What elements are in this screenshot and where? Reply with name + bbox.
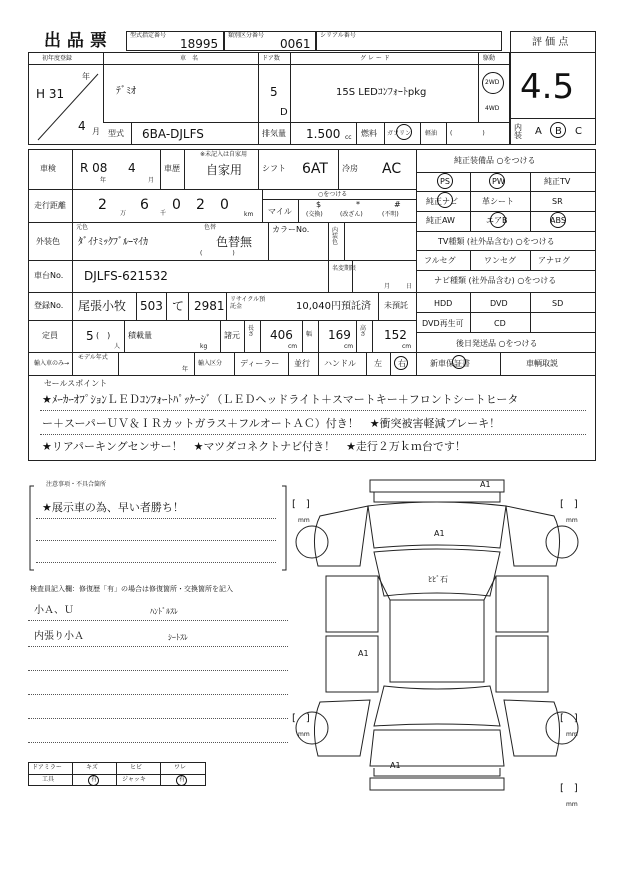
notes-line-1: ★展示車の為、早い者勝ち！ [42, 501, 184, 514]
navi-title: ナビ種類 (社外品含む) ○をつける [434, 276, 557, 285]
drive-4wd: 4WD [485, 105, 500, 112]
drive-2wd: 2WD [485, 79, 500, 86]
sales-label: セールスポイント [44, 379, 108, 388]
check-tools-value: 有 [91, 776, 98, 783]
equip-abs-circle [550, 212, 566, 228]
load-unit: kg [200, 343, 208, 350]
tv-oneseg: ワンセグ [484, 256, 516, 265]
star-sub: (改ざん) [340, 211, 363, 218]
capacity-value: 5 [86, 329, 94, 343]
ac-label: 冷房 [342, 164, 358, 173]
sales-line-3: ★リアパーキングセンサー！ ★マツダコネクトナビ付き！ ★走行２万ｋｍ台です！ [42, 440, 466, 453]
notes-bracket [28, 481, 288, 574]
inspector-item-2a: 内張り小Ａ [34, 631, 84, 642]
width-value: 169 [328, 328, 351, 342]
load-label: 積載量 [128, 331, 152, 340]
recycle-label: リサイクル預託金 [230, 296, 266, 311]
model-year-unit: 年 [182, 366, 189, 373]
fuel-label: 燃料 [361, 129, 377, 138]
tire-bracket-spare: [ ] [560, 783, 578, 794]
first-reg-era: H 31 [36, 87, 65, 101]
displacement-unit: cc [345, 134, 352, 141]
interior-color-label: 内装色 [332, 227, 339, 246]
dollar-sub: (交換) [306, 211, 323, 218]
inspection-month: 4 [128, 161, 136, 175]
inspector-item-2b: ｼｰﾄｽﾚ [168, 633, 188, 642]
inspection-value: R 08 [80, 161, 108, 175]
width-label: 幅 [306, 331, 313, 338]
tire-mm-rl: mm [298, 731, 310, 738]
inspection-month-unit: 月 [148, 177, 155, 184]
length-unit: cm [288, 343, 298, 350]
check-tools-label: 工具 [42, 776, 55, 783]
check-jack-value: 有 [179, 776, 186, 783]
history-label: 車歴 [164, 164, 180, 173]
capacity-label: 定員 [42, 331, 58, 340]
serial-no-label: シリアル番号 [320, 32, 356, 39]
doors-label: ドア数 [262, 55, 280, 62]
import-parallel: 並行 [294, 359, 310, 368]
capacity-paren: ( ) [96, 331, 111, 340]
handle-left: 左 [374, 359, 382, 368]
navi-dvd-play: DVD再生可 [422, 319, 464, 328]
equip-tv: 純正TV [544, 177, 571, 186]
length-label: 長さ [248, 325, 255, 338]
check-jack-circle [176, 775, 187, 786]
handle-label: ハンドル [324, 359, 356, 368]
history-value: 自家用 [206, 163, 243, 177]
car-name-label: 車 名 [180, 55, 199, 62]
height-unit: cm [402, 343, 412, 350]
damage-mark-bumper: A1 [480, 480, 491, 489]
attach-note: ○をつける [318, 191, 348, 198]
damage-mark-side: A1 [358, 649, 369, 658]
damage-mark-rear: A1 [390, 761, 401, 770]
inspector-label: 検査員記入欄：修復歴「有」の場合は修復箇所・交換箇所を記入 [30, 585, 233, 593]
tv-fullseg: フルセグ [424, 256, 456, 265]
handle-right-circle [394, 356, 408, 370]
tire-mm-fr: mm [566, 517, 578, 524]
grade-label: グ レ ー ド [360, 55, 390, 62]
mileage-digit-1: 2 [98, 197, 107, 213]
rating-label: 評 価 点 [532, 37, 569, 48]
later-warranty-circle [452, 355, 466, 369]
inspector-item-1a: 小Ａ、Ｕ [34, 605, 74, 616]
equip-ps-circle [437, 173, 453, 189]
title-expiry-month: 月 [384, 283, 391, 290]
inspection-label: 車検 [40, 164, 56, 173]
interior-b-circle [550, 122, 566, 138]
inspection-year-unit: 年 [100, 177, 107, 184]
star-mark: * [356, 200, 360, 209]
displacement-value: 1.500 [306, 127, 341, 141]
color-change-value: 色替無 [216, 235, 253, 249]
check-header-scratch: キズ [86, 764, 98, 771]
fuel-gasoline-circle [396, 124, 412, 140]
import-type-label: 輸入区分 [198, 360, 223, 367]
import-dealer: ディーラー [240, 359, 280, 368]
later-manual: 車輌取説 [526, 359, 558, 368]
recycle-status: 未預託 [384, 301, 408, 310]
interior-b: B [555, 126, 562, 137]
interior-a: A [535, 126, 542, 137]
tire-mm-spare: mm [566, 801, 578, 808]
equip-abs: ABS [550, 216, 566, 225]
mileage-km: km [244, 211, 254, 218]
shift-value: 6AT [302, 161, 328, 177]
capacity-unit: 人 [114, 343, 121, 350]
model-year-label: モデル年式 [78, 354, 108, 361]
inspector-item-1b: ﾊﾝﾄﾞﾙｽﾚ [150, 607, 178, 616]
later-title: 後日発送品 ○をつける [456, 339, 538, 348]
cert-no-label: 型式指定番号 [130, 32, 167, 39]
reg-area: 尾張小牧 [78, 299, 127, 313]
height-label: 高さ [360, 325, 367, 338]
damage-mark-hood: A1 [434, 529, 445, 538]
cert-no-value: 18995 [180, 37, 219, 51]
equip-ps: PS [440, 177, 450, 186]
displacement-label: 排気量 [262, 129, 286, 138]
first-reg-month: 4 [78, 119, 86, 133]
tire-bracket-rl: [ ] [292, 713, 310, 724]
class-no-label: 類別区分番号 [228, 32, 265, 39]
color-no-label: カラーNo. [272, 225, 310, 234]
class-no-value: 0061 [280, 37, 311, 51]
check-jack-label: ジャッキ [122, 776, 146, 783]
color-label: 外装色 [36, 237, 60, 246]
equip-sr: SR [552, 197, 563, 206]
reg-class: 503 [140, 299, 163, 313]
equipment-title: 純正装備品 ○をつける [454, 156, 536, 165]
handle-right: 右 [398, 359, 406, 368]
fuel-gasoline: ガソリン [387, 130, 412, 137]
dollar-mark: $ [316, 200, 322, 209]
first-reg-label: 初年度登録 [42, 55, 73, 62]
check-header-crack: ヒビ [130, 764, 143, 771]
fuel-other: ( ) [450, 130, 485, 137]
reg-number: 2981 [194, 299, 225, 313]
sales-line-2: ー＋スーパーＵＶ＆ＩＲカットガラス＋フルオートＡＣ）付き！ ★衝突被害軽減ブレーキ！ [42, 417, 501, 430]
ac-value: AC [382, 161, 402, 177]
tv-title: TV種類 (社外品含む) ○をつける [438, 237, 555, 246]
rating-value: 4.5 [520, 67, 575, 107]
car-name-value: ﾃﾞﾐｵ [116, 86, 136, 97]
equip-aw: 純正AW [426, 216, 455, 225]
check-header-mirror: ドアミラー [32, 764, 62, 771]
tire-bracket-rr: [ ] [560, 713, 578, 724]
length-value: 406 [270, 328, 293, 342]
original-color-label: 元色 [76, 224, 89, 231]
color-change-label: 色替 [204, 224, 217, 231]
navi-sd: SD [552, 299, 564, 308]
check-tools-circle [88, 775, 99, 786]
chassis-value: DJLFS-621532 [84, 269, 168, 283]
tire-mm-rr: mm [566, 731, 578, 738]
damage-mark-windshield: ﾋﾋﾞ石 [428, 575, 448, 584]
mileage-label: 走行距離 [34, 201, 66, 210]
mileage-digit-5: 0 [220, 197, 229, 213]
navi-cd: CD [494, 319, 506, 328]
form-title: 出 品 票 [44, 31, 107, 51]
later-warranty: 新車保証書 [430, 359, 470, 368]
width-unit: cm [344, 343, 354, 350]
navi-hdd: HDD [434, 299, 453, 308]
tire-bracket-fr: [ ] [560, 499, 578, 510]
check-header-break: ワレ [174, 764, 187, 771]
notes-label: 注意事項・不具合箇所 [46, 481, 107, 488]
tv-analog: アナログ [538, 256, 570, 265]
tire-mm-fl: mm [298, 517, 310, 524]
mileage-man: 万 [120, 210, 127, 217]
mileage-digit-3: 0 [172, 197, 181, 213]
hash-mark: # [394, 200, 401, 209]
door-type-value: D [280, 107, 288, 118]
equip-navi-circle [437, 192, 453, 208]
mileage-digit-2: 6 [140, 197, 149, 213]
height-value: 152 [384, 328, 407, 342]
mile-label: マイル [268, 207, 292, 216]
equip-navi: 純正ナビ [426, 197, 458, 206]
equip-airbag-circle [490, 212, 506, 228]
drive-label: 駆動 [483, 55, 496, 62]
equip-leather: 革シート [482, 197, 514, 206]
model-label: 型式 [108, 129, 124, 138]
model-value: 6BA-DJLFS [142, 127, 204, 141]
dims-label: 諸元 [224, 331, 240, 340]
import-label: 輸入車のみ→ [34, 360, 70, 367]
interior-c: C [575, 126, 582, 137]
history-note: ※未記入は自家用 [200, 151, 248, 158]
interior-label: 内装 [514, 123, 522, 140]
doors-value: 5 [270, 85, 278, 99]
tire-bracket-fl: [ ] [292, 499, 310, 510]
equip-airbag: エアB [486, 216, 508, 225]
color-paren: ( ) [200, 250, 235, 257]
first-reg-month-unit: 月 [92, 127, 100, 136]
car-damage-diagram [290, 476, 600, 816]
fuel-diesel: 軽油 [425, 130, 438, 137]
mileage-digit-4: 2 [196, 197, 205, 213]
shift-label: シフト [262, 164, 286, 173]
title-expiry-label: 名変期限 [332, 265, 357, 272]
mileage-sen: 千 [160, 210, 167, 217]
equip-pw-circle [489, 173, 505, 189]
title-expiry-day: 日 [406, 283, 413, 290]
equip-pw: PW [492, 177, 505, 186]
recycle-value: 10,040円預託済 [296, 301, 371, 312]
grade-value: 15S LEDｺﾝﾌｫｰﾄpkg [336, 87, 427, 98]
reg-label: 登録No. [34, 301, 64, 310]
reg-kana: て [172, 299, 185, 313]
navi-dvd: DVD [490, 299, 508, 308]
sales-line-1: ★ﾒｰｶｰｵﾌﾟｼｮﾝＬＥＤｺﾝﾌｫｰﾄﾊﾟｯｹｰｼﾞ（ＬＥＤヘッドライト＋スマートキー＋フロントシートヒータ [42, 393, 519, 406]
color-value: ﾀﾞｲﾅﾐｯｸﾌﾞﾙｰﾏｲｶ [78, 237, 148, 248]
first-reg-year-unit: 年 [82, 72, 90, 81]
chassis-label: 車台No. [34, 271, 64, 280]
hash-sub: (不明) [382, 211, 399, 218]
